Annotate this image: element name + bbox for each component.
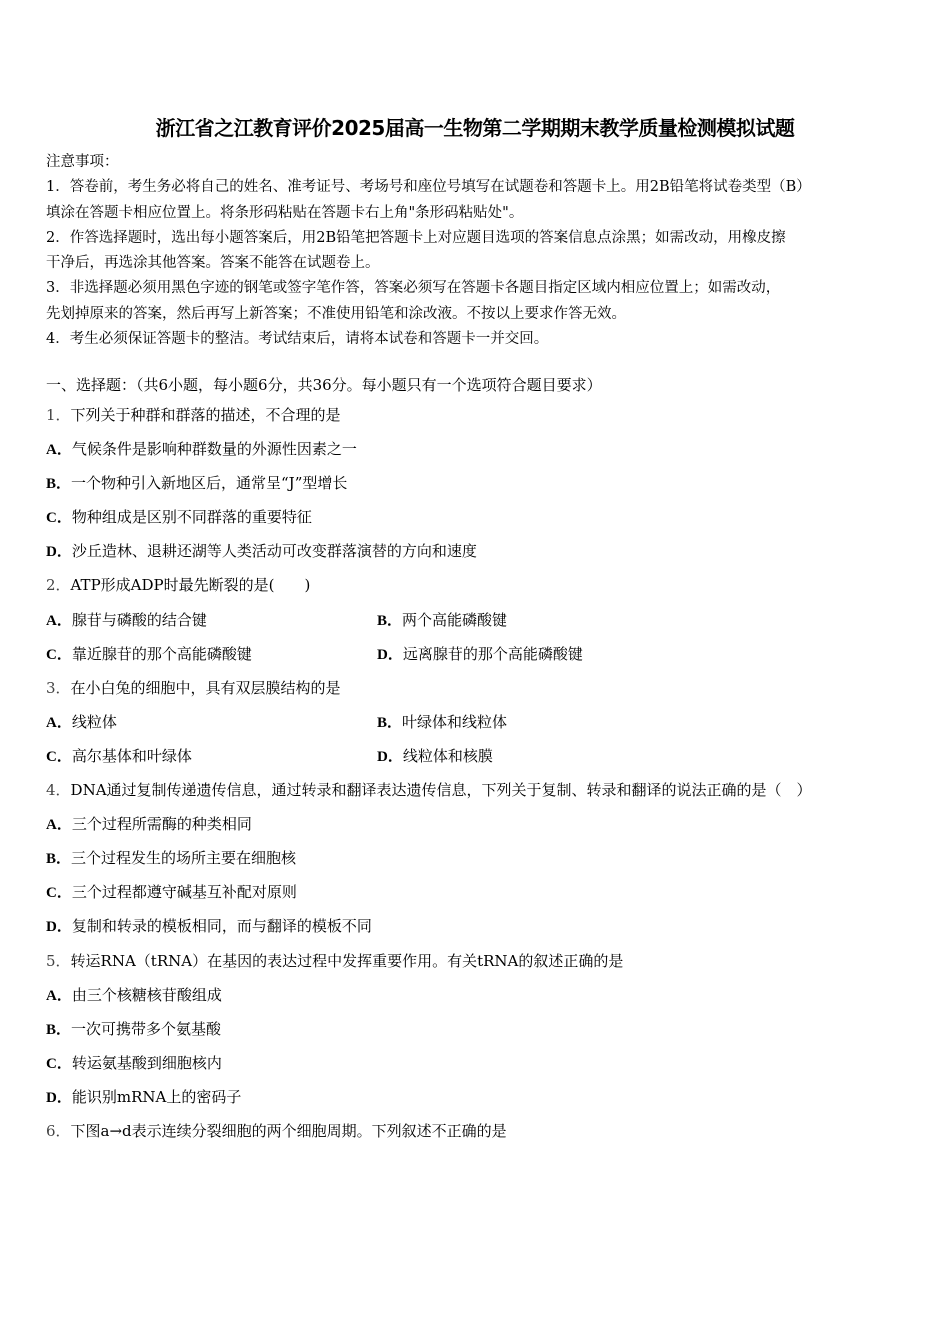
option[interactable] [46, 432, 916, 466]
question-number: 3． [46, 678, 71, 697]
option[interactable] [46, 978, 916, 1012]
option-letter: A． [46, 612, 72, 629]
question-stem [46, 671, 916, 705]
option[interactable] [46, 909, 916, 943]
option[interactable] [377, 603, 507, 638]
question-number: 4． [46, 781, 71, 800]
option[interactable] [46, 534, 916, 568]
option-letter: C． [46, 1055, 72, 1072]
option[interactable] [46, 1012, 916, 1046]
option-text: 气候条件是影响种群数量的外源性因素之一 [71, 440, 357, 459]
option-letter: C． [46, 510, 72, 527]
option-row [46, 637, 916, 671]
option-text: 高尔基体和叶绿体 [71, 746, 192, 765]
option[interactable] [46, 611, 207, 629]
option-text: 两个高能磷酸键 [402, 610, 508, 629]
option-letter: A． [46, 442, 72, 459]
notes-section [46, 150, 916, 352]
option-row [46, 603, 916, 637]
option-letter: A． [46, 817, 72, 834]
question-text: 转运RNA（tRNA）在基因的表达过程中发挥重要作用。有关tRNA的叙述正确的是 [70, 951, 624, 970]
option-letter: A． [46, 987, 72, 1004]
question-stem [46, 944, 916, 978]
option-letter: D． [46, 544, 72, 561]
question-text: 下列关于种群和群落的描述，不合理的是 [70, 406, 341, 424]
option-letter: C． [46, 646, 72, 663]
question-stem [46, 1114, 916, 1148]
question-number: 6． [46, 1121, 71, 1140]
option[interactable] [46, 747, 192, 765]
option-letter: B． [377, 612, 403, 629]
question-text: DNA通过复制传递遗传信息，通过转录和翻译表达遗传信息，下列关于复制、转录和翻译的说法正确的是（ ） [70, 781, 812, 800]
option-text: 物种组成是区别不同群落的重要特征 [71, 508, 312, 527]
option-letter: B． [46, 476, 72, 493]
option-text: 转运氨基酸到细胞核内 [71, 1053, 222, 1072]
option-letter: D． [46, 919, 72, 936]
notes-line: 2．作答选择题时，选出每小题答案后，用2B铅笔把答题卡上对应题目选项的答案信息点涂黑；如需改动，用橡皮擦 [46, 229, 786, 246]
question-text: ATP形成ADP时最先断裂的是( ) [70, 576, 311, 595]
notes-line: 3．非选择题必须用黑色字迹的钢笔或签字笔作答，答案必须写在答题卡各题目指定区域内相应位置上；如需改动， [46, 280, 781, 297]
option-row [46, 705, 916, 739]
option-text: 能识别mRNA上的密码子 [71, 1087, 242, 1106]
option[interactable] [377, 705, 507, 740]
option[interactable] [46, 1046, 916, 1080]
question-number: 5． [46, 951, 71, 970]
option-text: 由三个核糖核苷酸组成 [71, 985, 222, 1004]
option-text: 一个物种引入新地区后，通常呈“J”型增长 [71, 474, 348, 493]
option[interactable] [46, 713, 117, 731]
option[interactable] [377, 739, 493, 774]
option-text: 三个过程所需酶的种类相同 [71, 815, 252, 834]
option-text: 靠近腺苷的那个高能磷酸键 [71, 644, 252, 663]
question-stem [46, 398, 916, 432]
option-row [46, 739, 916, 773]
option-text: 复制和转录的模板相同，而与翻译的模板不同 [71, 917, 372, 936]
question-stem [46, 773, 916, 807]
option-letter: C． [46, 748, 72, 765]
questions-section [46, 372, 916, 1148]
page-title: 浙江省之江教育评价2025届高一生物第二学期期末教学质量检测模拟试题 [155, 116, 795, 140]
option-letter: D． [46, 1089, 72, 1106]
question-number: 1． [46, 406, 71, 424]
option-text: 三个过程发生的场所主要在细胞核 [71, 849, 297, 868]
option-text: 远离腺苷的那个高能磷酸键 [402, 644, 583, 663]
option-text: 腺苷与磷酸的结合键 [71, 610, 207, 629]
option[interactable] [46, 466, 916, 500]
option-letter: A． [46, 714, 72, 731]
section-heading: 一、选择题：（共6小题，每小题6分，共36分。每小题只有一个选项符合题目要求） [46, 376, 602, 394]
notes-line: 1．答卷前，考生务必将自己的姓名、准考证号、考场号和座位号填写在试题卷和答题卡上。用2B铅笔将试卷类型（B） [46, 179, 811, 196]
notes-line: 先划掉原来的答案，然后再写上新答案；不准使用铅笔和涂改液。不按以上要求作答无效。 [46, 305, 626, 322]
option-text: 一次可携带多个氨基酸 [71, 1019, 222, 1038]
option-letter: C． [46, 885, 72, 902]
option-text: 三个过程都遵守碱基互补配对原则 [71, 883, 297, 902]
option[interactable] [46, 645, 252, 663]
option-letter: B． [46, 851, 72, 868]
option-letter: D． [377, 748, 403, 765]
option[interactable] [46, 500, 916, 534]
option-text: 线粒体 [71, 712, 117, 731]
option-text: 叶绿体和线粒体 [402, 712, 508, 731]
notes-line: 4．考生必须保证答题卡的整洁。考试结束后，请将本试卷和答题卡一并交回。 [46, 331, 549, 348]
option[interactable] [46, 807, 916, 841]
notes-heading: 注意事项： [46, 154, 119, 170]
question-number: 2． [46, 576, 71, 595]
option-letter: D． [377, 646, 403, 663]
question-text: 在小白兔的细胞中，具有双层膜结构的是 [70, 678, 341, 697]
option[interactable] [46, 875, 916, 909]
option-text: 线粒体和核膜 [402, 746, 493, 765]
option[interactable] [46, 841, 916, 875]
option-letter: B． [377, 714, 403, 731]
notes-line: 填涂在答题卡相应位置上。将条形码粘贴在答题卡右上角"条形码粘贴处"。 [46, 204, 524, 221]
option[interactable] [46, 1080, 916, 1114]
option[interactable] [377, 637, 583, 672]
notes-line: 干净后，再选涂其他答案。答案不能答在试题卷上。 [46, 255, 380, 272]
option-text: 沙丘造林、退耕还湖等人类活动可改变群落演替的方向和速度 [71, 542, 477, 561]
question-text: 下图a→d表示连续分裂细胞的两个细胞周期。下列叙述不正确的是 [70, 1121, 507, 1140]
question-stem [46, 568, 916, 602]
option-letter: B． [46, 1021, 72, 1038]
